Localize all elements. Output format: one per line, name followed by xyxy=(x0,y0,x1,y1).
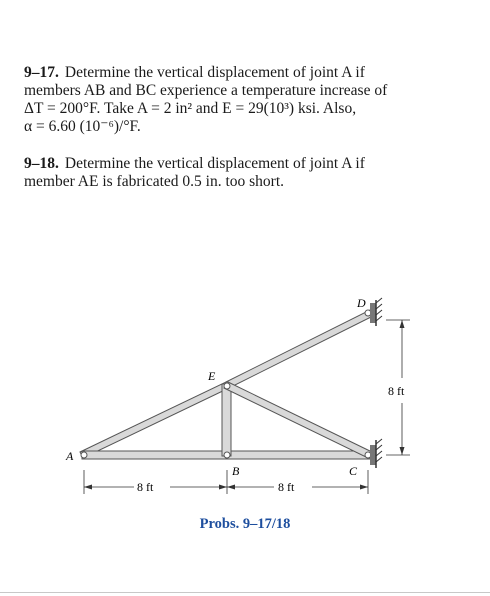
member-AB xyxy=(82,451,230,459)
pin-A xyxy=(81,452,87,458)
label-joint-C: C xyxy=(349,464,358,478)
member-EC xyxy=(224,382,372,458)
dimension-right-label: 8 ft xyxy=(278,480,295,494)
member-ED xyxy=(226,310,373,388)
member-BC xyxy=(226,451,370,459)
dimension-horizontal xyxy=(84,470,368,494)
problem-18-line-1 xyxy=(24,155,470,173)
label-joint-A: A xyxy=(66,449,74,463)
figure-caption: Probs. 9–17/18 xyxy=(199,516,291,532)
problem-18-number: 9–18. xyxy=(24,155,59,172)
bottom-divider xyxy=(0,592,490,593)
problem-18-text-1: Determine the vertical displacement of joint A if xyxy=(64,155,365,172)
pin-E xyxy=(224,383,230,389)
dimension-left-label: 8 ft xyxy=(137,480,154,494)
support-D xyxy=(370,298,382,326)
member-AE xyxy=(80,382,229,458)
truss-figure xyxy=(0,280,490,540)
pin-B xyxy=(224,452,230,458)
problem-17-line-1 xyxy=(24,64,470,82)
problem-17-number: 9–17. xyxy=(24,64,59,81)
problem-9-17 xyxy=(24,64,470,136)
label-joint-B: B xyxy=(232,464,240,478)
problem-9-18 xyxy=(24,155,470,191)
member-EB xyxy=(222,384,231,456)
problem-17-line-4: α = 6.60 (10⁻⁶)/°F. xyxy=(24,118,141,135)
problem-17-line-3: ΔT = 200°F. Take A = 2 in² and E = 29(10³) ksi. Also, xyxy=(24,100,357,117)
support-C xyxy=(370,439,382,468)
label-joint-E: E xyxy=(208,369,216,383)
label-joint-D: D xyxy=(357,296,366,310)
problem-18-line-2: member AE is fabricated 0.5 in. too short. xyxy=(24,173,284,190)
problem-17-line-2: members AB and BC experience a temperature increase of xyxy=(24,82,388,99)
dimension-vertical-label: 8 ft xyxy=(388,384,405,398)
problem-17-text-1: Determine the vertical displacement of joint A if xyxy=(64,64,365,81)
